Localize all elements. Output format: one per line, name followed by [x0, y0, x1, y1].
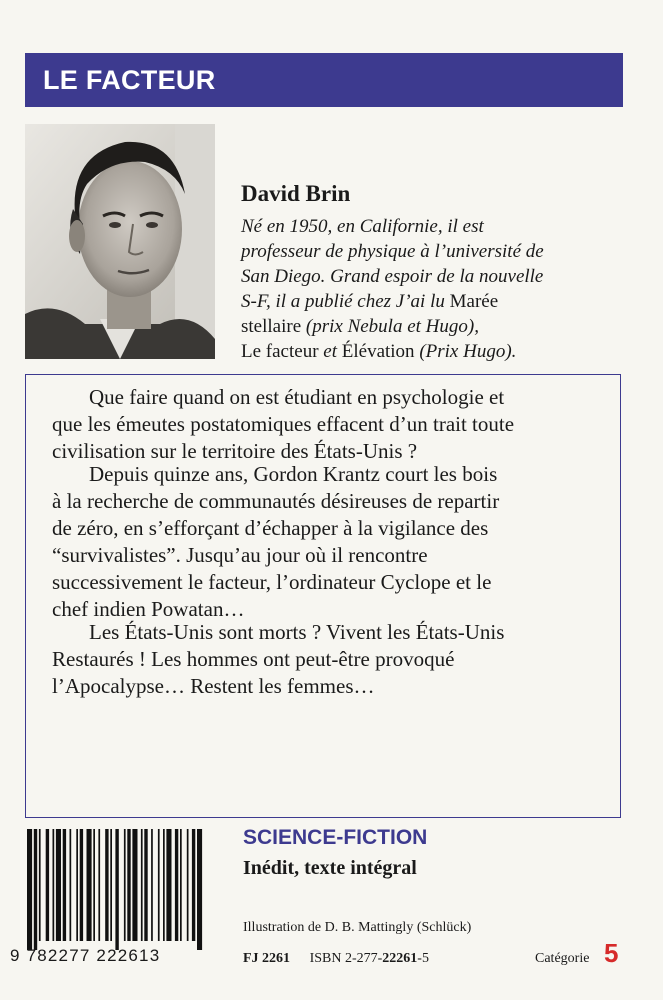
barcode-bar: [124, 829, 126, 941]
bio-run: professeur de physique à l’université de: [241, 241, 544, 262]
barcode-bar: [192, 829, 195, 941]
barcode-bar: [76, 829, 78, 941]
barcode-bar: [39, 829, 41, 941]
summary-line: l’Apocalypse… Restent les femmes…: [52, 674, 375, 698]
author-bio: [241, 214, 621, 364]
edition-fade: [418, 855, 478, 883]
bio-line: [241, 214, 621, 239]
bio-line: [241, 314, 621, 339]
barcode-bar: [158, 829, 160, 941]
bio-run: S-F, il a publié chez J’ai lu: [241, 291, 450, 312]
reference-row: [243, 951, 429, 967]
barcode-bar: [53, 829, 55, 941]
barcode-bars: [25, 829, 231, 950]
summary-paragraph: [52, 461, 607, 623]
bio-line: [241, 239, 621, 264]
summary-line: Que faire quand on est étudiant en psychologie et: [89, 385, 505, 409]
bio-line: [241, 289, 621, 314]
barcode: [25, 829, 231, 950]
summary-line: “survivalistes”. Jusqu’au jour où il rencontre: [52, 543, 428, 567]
isbn-prefix: ISBN 2-277-: [309, 951, 383, 966]
edition-label: Inédit, texte intégral: [243, 857, 417, 879]
barcode-bar: [197, 829, 202, 950]
summary-line: successivement le facteur, l’ordinateur Cyclope et le: [52, 570, 492, 594]
bio-run: Élévation: [341, 341, 420, 362]
summary-line: Depuis quinze ans, Gordon Krantz court les bois: [89, 462, 498, 486]
bio-run: Né en 1950, en Californie, il est: [241, 216, 484, 237]
category-label: Catégorie: [535, 951, 590, 966]
summary-paragraph: [52, 384, 607, 465]
summary-line: que les émeutes postatomiques effacent d’un trait toute: [52, 412, 515, 436]
bio-run: Marée: [449, 291, 499, 312]
title-band: [25, 53, 623, 107]
barcode-bar: [187, 829, 189, 941]
barcode-bar: [46, 829, 49, 941]
summary-line: Restaurés ! Les hommes ont peut-être provoqué: [52, 647, 455, 671]
barcode-bar: [70, 829, 72, 941]
barcode-bar: [175, 829, 178, 941]
barcode-bar: [27, 829, 32, 950]
category-number: 5: [604, 938, 619, 968]
barcode-bar: [110, 829, 112, 941]
barcode-bar: [115, 829, 118, 950]
barcode-bar: [105, 829, 108, 941]
barcode-bar: [144, 829, 147, 941]
bio-run: et: [323, 341, 342, 362]
barcode-bar: [180, 829, 182, 941]
barcode-bar: [132, 829, 137, 941]
summary-paragraph: [52, 619, 607, 700]
summary-line: à la recherche de communautés désireuses de repartir: [52, 489, 500, 513]
series-code: FJ 2261: [243, 951, 291, 966]
barcode-bar: [87, 829, 92, 941]
bio-run: (Prix Hugo).: [419, 341, 517, 362]
barcode-bar: [163, 829, 165, 941]
barcode-bar: [56, 829, 61, 941]
summary-line: Les États-Unis sont morts ? Vivent les États-Unis: [89, 620, 505, 644]
barcode-bar: [151, 829, 153, 941]
barcode-bar: [80, 829, 83, 941]
book-title: LE FACTEUR: [43, 64, 216, 95]
barcode-bar: [141, 829, 143, 941]
author-photo: [25, 124, 215, 359]
author-name: David Brin: [241, 181, 351, 206]
barcode-bar: [127, 829, 130, 941]
bio-line: [241, 264, 621, 289]
bio-run: (prix Nebula et Hugo),: [305, 316, 479, 337]
barcode-bar: [34, 829, 37, 950]
genre-label: SCIENCE-FICTION: [243, 826, 428, 849]
isbn-suffix: -5: [417, 951, 429, 966]
bio-run: stellaire: [241, 316, 306, 337]
summary-line: civilisation sur le territoire des États-Unis ?: [52, 439, 418, 463]
barcode-bar: [166, 829, 171, 941]
author-portrait-image: [25, 124, 215, 359]
illustration-credit: Illustration de D. B. Mattingly (Schlück): [243, 920, 472, 935]
bio-run: San Diego. Grand espoir de la nouvelle: [241, 266, 544, 287]
bio-run: Le facteur: [241, 341, 324, 362]
barcode-bar: [93, 829, 95, 941]
barcode-bar: [63, 829, 66, 941]
summary-line: de zéro, en s’efforçant d’échapper à la vigilance des: [52, 516, 489, 540]
bio-line: [241, 339, 621, 364]
summary-line: chef indien Powatan…: [52, 597, 245, 621]
barcode-number: 9 782277 222613: [10, 946, 161, 965]
barcode-bar: [98, 829, 100, 941]
isbn-number: 22261: [382, 951, 418, 966]
